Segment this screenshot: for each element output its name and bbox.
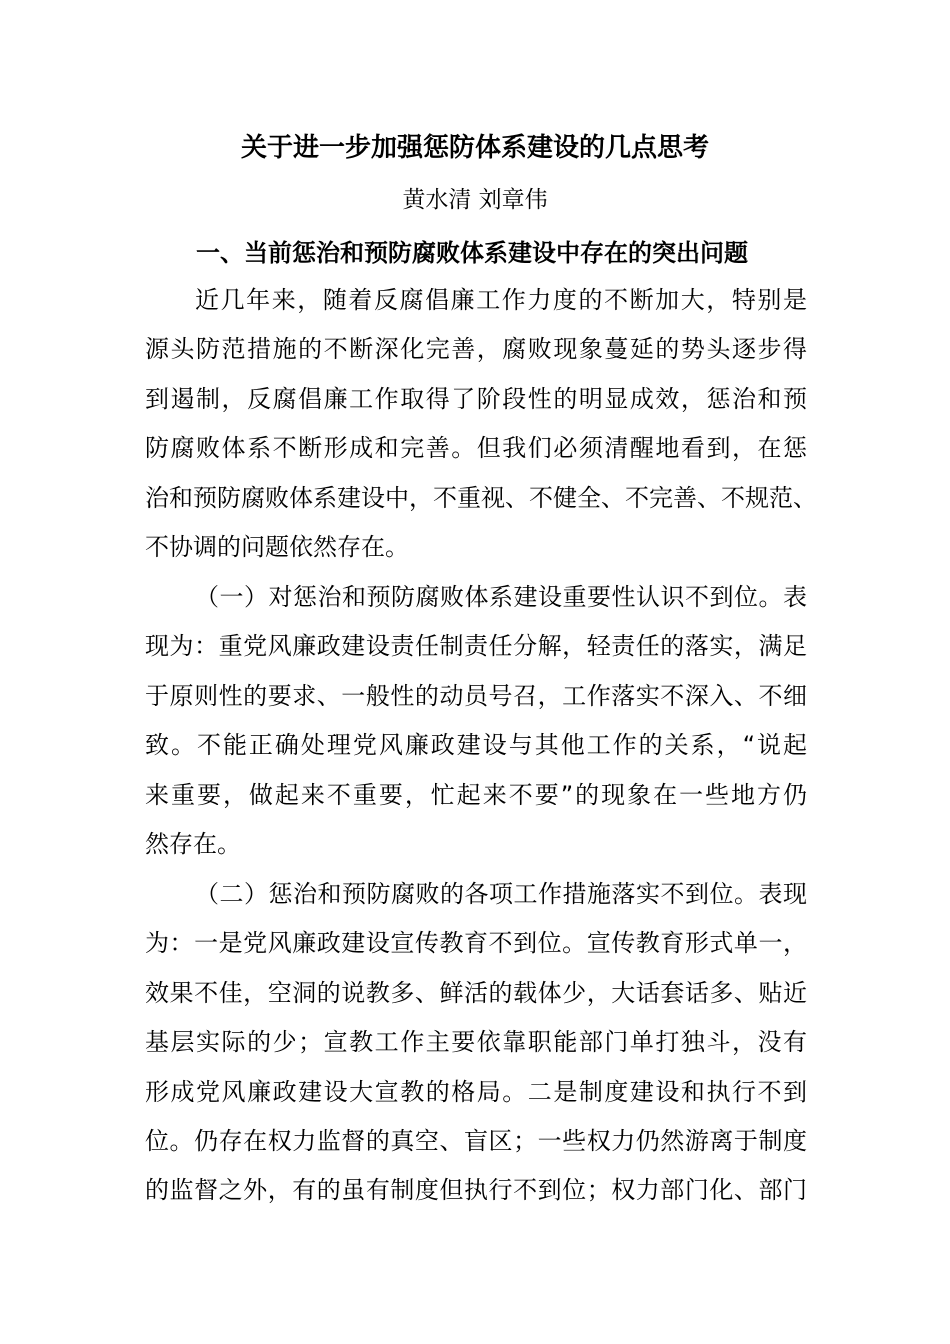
- paragraph-line: 形成党风廉政建设大宣教的格局。二是制度建设和执行不到: [145, 1077, 807, 1106]
- document-authors: 黄水清 刘章伟: [402, 187, 548, 213]
- paragraph-2: [145, 573, 807, 869]
- paragraph-line: 现为：重党风廉政建设责任制责任分解，轻责任的落实，满足: [145, 632, 807, 661]
- paragraph-line: 效果不佳，空洞的说教多、鲜活的载体少，大话套话多、贴近: [145, 978, 807, 1007]
- paragraph-line: 不协调的问题依然存在。: [145, 532, 409, 561]
- paragraph-line: 来重要，做起来不重要，忙起来不要”的现象在一些地方仍: [145, 780, 807, 809]
- paragraph-line: 于原则性的要求、一般性的动员号召，工作落实不深入、不细: [145, 681, 807, 710]
- paragraph-line: 为：一是党风廉政建设宣传教育不到位。宣传教育形式单一，: [145, 929, 807, 958]
- paragraph-line: 然存在。: [145, 829, 241, 858]
- paragraph-line: 到遏制，反腐倡廉工作取得了阶段性的明显成效，惩治和预: [145, 384, 807, 413]
- paragraph-line: 的监督之外，有的虽有制度但执行不到位；权力部门化、部门: [145, 1176, 807, 1205]
- paragraph-3: [145, 870, 807, 1216]
- paragraph-line: 致。不能正确处理党风廉政建设与其他工作的关系，“说起: [145, 731, 807, 760]
- paragraph-line: （二）惩治和预防腐败的各项工作措施落实不到位。表现: [195, 880, 807, 908]
- paragraph-line: 近几年来，随着反腐倡廉工作力度的不断加大，特别是: [195, 286, 807, 314]
- section-heading: 一、当前惩治和预防腐败体系建设中存在的突出问题: [196, 239, 748, 267]
- paragraph-line: 源头防范措施的不断深化完善，腐败现象蔓延的势头逐步得: [145, 335, 807, 364]
- paragraph-line: 位。仍存在权力监督的真空、盲区；一些权力仍然游离于制度: [145, 1126, 807, 1155]
- document-title: 关于进一步加强惩防体系建设的几点思考: [240, 133, 709, 163]
- paragraph-line: 治和预防腐败体系建设中，不重视、不健全、不完善、不规范、: [145, 483, 817, 512]
- paragraph-line: 防腐败体系不断形成和完善。但我们必须清醒地看到，在惩: [145, 434, 807, 463]
- paragraph-line: （一）对惩治和预防腐败体系建设重要性认识不到位。表: [195, 583, 807, 611]
- paragraph-line: 基层实际的少；宣教工作主要依靠职能部门单打独斗，没有: [145, 1028, 807, 1057]
- paragraph-1: [145, 276, 817, 572]
